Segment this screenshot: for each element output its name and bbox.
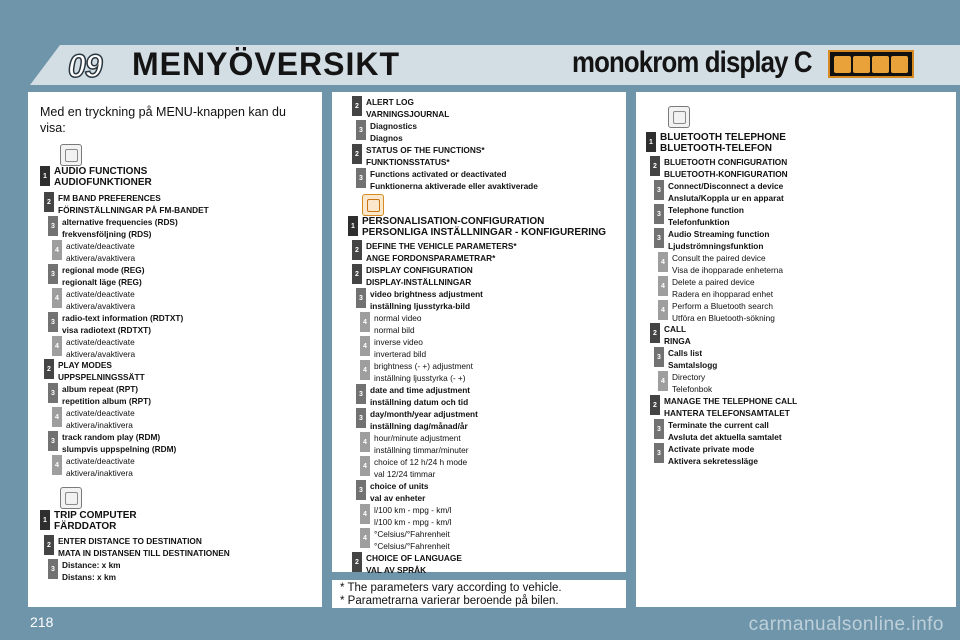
level-badge: 1 (40, 166, 50, 186)
menu-item-line: Ljudströmningsfunktion (668, 241, 764, 251)
menu-item-line: l/100 km - mpg - km/l (374, 517, 452, 527)
level-badge: 3 (356, 408, 366, 428)
menu-item-line: date and time adjustment (370, 385, 471, 395)
chapter-subtitle: monokrom display C (572, 46, 812, 79)
menu-item-line: Ansluta/Koppla ur en apparat (668, 193, 784, 203)
menu-item-level-3 (48, 312, 183, 336)
menu-item-level-3 (654, 419, 782, 443)
menu-item-level-2 (352, 144, 485, 168)
menu-item-line: regionalt läge (REG) (62, 277, 142, 287)
level-badge: 3 (654, 228, 664, 248)
menu-item-text (672, 371, 712, 395)
menu-item-level-3 (48, 264, 145, 288)
menu-item-level-3 (356, 288, 483, 312)
menu-item-text (66, 240, 135, 264)
menu-item-line: RINGA (664, 336, 691, 346)
menu-item-line: BLUETOOTH-KONFIGURATION (664, 169, 788, 179)
menu-item-line: Delete a paired device (672, 277, 755, 287)
menu-item-level-2 (650, 323, 691, 347)
menu-item-line: FM BAND PREFERENCES (58, 193, 161, 203)
menu-item-line: choice of units (370, 481, 429, 491)
menu-item-line: Telefonbok (672, 384, 713, 394)
menu-item-text (54, 510, 137, 532)
menu-item-line: DISPLAY CONFIGURATION (366, 265, 473, 275)
menu-item-line: normal bild (374, 325, 415, 335)
level-badge: 2 (352, 264, 362, 284)
menu-item-line: BLUETOOTH TELEPHONE (660, 132, 786, 143)
level-badge: 2 (44, 192, 54, 212)
menu-item-text (668, 419, 782, 443)
menu-item-level-3 (356, 480, 429, 504)
menu-item-level-3 (48, 216, 178, 240)
level-badge: 3 (356, 480, 366, 500)
menu-item-line: CALL (664, 324, 687, 334)
level-badge: 4 (658, 276, 668, 296)
menu-item-line: activate/deactivate (66, 337, 135, 347)
level-badge: 2 (352, 552, 362, 572)
menu-item-line: MANAGE THE TELEPHONE CALL (664, 396, 798, 406)
level-badge: 4 (360, 456, 370, 476)
menu-item-line: Telefonfunktion (668, 217, 730, 227)
menu-item-level-4 (658, 252, 783, 276)
menu-item-text (664, 323, 691, 347)
menu-item-line: Distans: x km (62, 572, 116, 582)
menu-item-text (62, 383, 151, 407)
level-badge: 3 (654, 419, 664, 439)
menu-item-level-3 (654, 180, 784, 204)
menu-item-level-4 (360, 360, 473, 384)
menu-item-line: Radera en ihopparad enhet (672, 289, 774, 299)
menu-item-level-4 (360, 432, 469, 456)
menu-item-line: Calls list (668, 348, 703, 358)
audio-icon (834, 56, 851, 73)
menu-item-text (370, 408, 478, 432)
menu-item-line: BLUETOOTH-TELEFON (660, 143, 773, 154)
menu-item-line: CHOICE OF LANGUAGE (366, 553, 462, 563)
menu-item-level-2 (650, 156, 788, 180)
menu-item-line: choice of 12 h/24 h mode (374, 457, 468, 467)
fuel-icon (853, 56, 870, 73)
menu-item-line: repetition album (RPT) (62, 396, 151, 406)
menu-item-line: day/month/year adjustment (370, 409, 478, 419)
menu-item-line: activate/deactivate (66, 289, 135, 299)
page-number: 218 (30, 614, 54, 630)
intro-text: Med en tryckning på MENU-knappen kan du visa: (40, 105, 286, 135)
menu-item-line: °Celsius/°Fahrenheit (374, 541, 450, 551)
menu-item-level-4 (658, 371, 712, 395)
menu-item-line: Distance: x km (62, 560, 121, 570)
menu-item-text (370, 120, 417, 144)
level-badge: 3 (48, 264, 58, 284)
level-badge: 2 (44, 535, 54, 555)
menu-item-level-2 (352, 240, 517, 264)
menu-item-line: aktivera/avaktivera (66, 253, 136, 263)
menu-item-line: normal video (374, 313, 422, 323)
menu-item-text (374, 528, 450, 552)
menu-item-text (668, 443, 758, 467)
level-badge: 3 (356, 288, 366, 308)
level-badge: 1 (348, 216, 358, 236)
menu-item-line: slumpvis uppspelning (RDM) (62, 444, 177, 454)
level-badge: 4 (52, 240, 62, 260)
level-badge: 4 (658, 252, 668, 272)
chapter-number: 09 (68, 48, 102, 84)
menu-item-line: regional mode (REG) (62, 265, 145, 275)
menu-item-text (672, 252, 783, 276)
menu-item-text (66, 288, 135, 312)
menu-item-text (374, 504, 451, 528)
menu-item-line: MATA IN DISTANSEN TILL DESTINATIONEN (58, 548, 230, 558)
panel-personalisation (332, 92, 626, 575)
menu-item-line: DISPLAY-INSTÄLLNINGAR (366, 277, 472, 287)
level-badge: 3 (356, 168, 366, 188)
menu-item-line: inverterad bild (374, 349, 427, 359)
menu-item-line: hour/minute adjustment (374, 433, 461, 443)
watermark: carmanualsonline.info (748, 614, 944, 635)
menu-item-line: inställning ljusstyrka (- +) (374, 373, 466, 383)
menu-item-line: VAL AV SPRÅK (366, 565, 427, 575)
menu-item-text (366, 144, 485, 168)
menu-item-level-2 (352, 264, 473, 288)
menu-item-level-4 (52, 288, 135, 312)
menu-item-line: DEFINE THE VEHICLE PARAMETERS* (366, 241, 517, 251)
level-badge: 2 (352, 144, 362, 164)
menu-item-line: PERSONLIGA INSTÄLLNINGAR - KONFIGURERING (362, 227, 607, 238)
footnote (340, 582, 562, 608)
menu-item-level-2 (352, 96, 449, 120)
menu-item-level-4 (658, 276, 773, 300)
level-badge: 3 (48, 383, 58, 403)
menu-item-text (54, 166, 152, 188)
menu-item-line: Diagnostics (370, 121, 418, 131)
menu-item-line: Telephone function (668, 205, 744, 215)
menu-item-line: ANGE FORDONSPARAMETRAR* (366, 253, 496, 263)
level-badge: 3 (654, 204, 664, 224)
menu-item-text (668, 180, 784, 204)
menu-item-level-2 (352, 552, 462, 576)
menu-item-level-4 (52, 455, 135, 479)
bluetooth-telephone-icon (668, 106, 690, 128)
menu-item-level-2 (44, 192, 209, 216)
menu-item-line: STATUS OF THE FUNCTIONS* (366, 145, 485, 155)
menu-item-line: Avsluta det aktuella samtalet (668, 432, 782, 442)
config-icon (872, 56, 889, 73)
trip-computer-icon (60, 487, 82, 509)
menu-item-line: val 12/24 timmar (374, 469, 436, 479)
menu-item-line: Samtalslogg (668, 360, 718, 370)
level-badge: 3 (654, 443, 664, 463)
menu-item-line: BLUETOOTH CONFIGURATION (664, 157, 788, 167)
audio-menu-icon (60, 144, 82, 166)
level-badge: 3 (48, 216, 58, 236)
panel-audio-trip (28, 92, 322, 607)
menu-item-level-1 (348, 216, 606, 238)
menu-item-text (374, 432, 469, 456)
level-badge: 4 (360, 312, 370, 332)
menu-item-text (366, 552, 462, 576)
menu-item-line: inställning datum och tid (370, 397, 469, 407)
level-badge: 2 (650, 156, 660, 176)
menu-item-text (672, 276, 773, 300)
menu-item-level-3 (356, 168, 538, 192)
menu-item-line: l/100 km - mpg - km/l (374, 505, 452, 515)
menu-item-level-4 (360, 528, 450, 552)
menu-item-line: Terminate the current call (668, 420, 769, 430)
menu-item-line: radio-text information (RDTXT) (62, 313, 184, 323)
level-badge: 1 (646, 132, 656, 152)
level-badge: 4 (360, 504, 370, 524)
menu-item-text (660, 132, 786, 154)
level-badge: 4 (360, 336, 370, 356)
panel-bluetooth (636, 92, 956, 607)
level-badge: 4 (658, 300, 668, 320)
level-badge: 4 (360, 432, 370, 452)
menu-item-text (370, 480, 429, 504)
menu-item-level-3 (356, 120, 417, 144)
menu-item-text (366, 96, 449, 120)
menu-item-line: FÄRDDATOR (54, 521, 117, 532)
menu-item-text (62, 431, 176, 455)
menu-item-text (374, 360, 473, 384)
menu-item-text (366, 240, 517, 264)
menu-item-text (672, 300, 775, 324)
menu-item-line: Aktivera sekretessläge (668, 456, 758, 466)
menu-item-level-4 (52, 407, 135, 431)
menu-item-line: AUDIO FUNCTIONS (54, 166, 148, 177)
menu-item-line: Consult the paired device (672, 253, 766, 263)
menu-item-line: inställning ljusstyrka-bild (370, 301, 471, 311)
level-badge: 3 (654, 180, 664, 200)
menu-item-text (664, 395, 797, 419)
level-badge: 3 (654, 347, 664, 367)
menu-item-line: frekvensföljning (RDS) (62, 229, 152, 239)
menu-item-level-1 (40, 166, 152, 188)
menu-item-line: UPPSPELNINGSSÄTT (58, 372, 145, 382)
menu-item-level-4 (52, 240, 135, 264)
menu-item-text (664, 156, 788, 180)
menu-item-text (66, 407, 135, 431)
personalisation-icon (362, 194, 384, 216)
menu-item-line: PLAY MODES (58, 360, 112, 370)
level-badge: 4 (52, 407, 62, 427)
menu-item-level-3 (654, 347, 717, 371)
menu-item-line: FUNKTIONSSTATUS* (366, 157, 450, 167)
level-badge: 3 (356, 384, 366, 404)
menu-item-text (668, 347, 717, 371)
menu-item-line: AUDIOFUNKTIONER (54, 177, 152, 188)
menu-item-line: PERSONALISATION-CONFIGURATION (362, 216, 545, 227)
level-badge: 4 (52, 336, 62, 356)
menu-item-text (668, 204, 744, 228)
menu-item-level-3 (356, 408, 478, 432)
menu-item-text (374, 456, 467, 480)
level-badge: 1 (40, 510, 50, 530)
menu-item-text (62, 264, 145, 288)
menu-item-line: activate/deactivate (66, 456, 135, 466)
menu-item-text (370, 168, 538, 192)
display-icon (828, 50, 914, 78)
menu-item-line: inställning timmar/minuter (374, 445, 469, 455)
menu-item-line: val av enheter (370, 493, 426, 503)
menu-item-level-4 (360, 312, 422, 336)
menu-item-line: °Celsius/°Fahrenheit (374, 529, 450, 539)
level-badge: 3 (48, 431, 58, 451)
menu-item-text (362, 216, 606, 238)
menu-item-line: HANTERA TELEFONSAMTALET (664, 408, 790, 418)
menu-item-text (374, 312, 422, 336)
menu-item-text (58, 359, 145, 383)
menu-item-line: Funktionerna aktiverade eller avaktiverade (370, 181, 538, 191)
footnote-line-1: * The parameters vary according to vehicle. (340, 582, 562, 594)
menu-item-level-4 (360, 336, 426, 360)
level-badge: 2 (650, 395, 660, 415)
level-badge: 4 (52, 455, 62, 475)
menu-item-line: Connect/Disconnect a device (668, 181, 784, 191)
menu-item-text (370, 288, 483, 312)
menu-item-text (62, 559, 121, 583)
footnote-panel (332, 580, 626, 608)
level-badge: 2 (44, 359, 54, 379)
menu-item-level-3 (356, 384, 470, 408)
menu-item-line: video brightness adjustment (370, 289, 483, 299)
menu-item-line: Utföra en Bluetooth-sökning (672, 313, 775, 323)
menu-item-level-3 (654, 443, 758, 467)
chapter-title: MENYÖVERSIKT (132, 46, 401, 82)
menu-item-line: Audio Streaming function (668, 229, 770, 239)
menu-item-text (58, 535, 230, 559)
menu-item-line: Functions activated or deactivated (370, 169, 507, 179)
menu-item-line: aktivera/avaktivera (66, 349, 136, 359)
menu-item-text (66, 455, 135, 479)
menu-item-line: brightness (- +) adjustment (374, 361, 473, 371)
menu-item-line: activate/deactivate (66, 241, 135, 251)
menu-item-text (374, 336, 426, 360)
menu-item-text (366, 264, 473, 288)
menu-item-line: alternative frequencies (RDS) (62, 217, 178, 227)
menu-item-line: album repeat (RPT) (62, 384, 139, 394)
menu-item-level-3 (48, 431, 176, 455)
menu-item-level-4 (52, 336, 135, 360)
menu-item-line: Diagnos (370, 133, 403, 143)
level-badge: 2 (352, 240, 362, 260)
level-badge: 3 (48, 312, 58, 332)
menu-item-line: TRIP COMPUTER (54, 510, 137, 521)
menu-item-line: activate/deactivate (66, 408, 135, 418)
footnote-line-2: * Parametrarna varierar beroende på bilen. (340, 595, 559, 607)
menu-item-line: FÖRINSTÄLLNINGAR PÅ FM-BANDET (58, 205, 209, 215)
level-badge: 4 (360, 360, 370, 380)
menu-item-line: inställning dag/månad/år (370, 421, 468, 431)
menu-item-level-2 (44, 535, 230, 559)
menu-item-line: Perform a Bluetooth search (672, 301, 773, 311)
level-badge: 4 (658, 371, 668, 391)
menu-item-level-3 (48, 559, 121, 583)
menu-item-level-1 (40, 510, 137, 532)
menu-item-line: visa radiotext (RDTXT) (62, 325, 151, 335)
level-badge: 2 (650, 323, 660, 343)
menu-item-line: inverse video (374, 337, 423, 347)
menu-item-text (66, 336, 135, 360)
menu-item-level-1 (646, 132, 786, 154)
level-badge: 4 (360, 528, 370, 548)
menu-item-line: VARNINGSJOURNAL (366, 109, 450, 119)
menu-item-line: Visa de ihopparade enheterna (672, 265, 784, 275)
menu-item-text (62, 312, 183, 336)
menu-item-level-4 (658, 300, 775, 324)
level-badge: 3 (356, 120, 366, 140)
menu-item-line: ALERT LOG (366, 97, 414, 107)
menu-item-line: aktivera/inaktivera (66, 420, 133, 430)
level-badge: 3 (48, 559, 58, 579)
menu-item-level-3 (48, 383, 151, 407)
menu-item-level-3 (654, 204, 744, 228)
level-badge: 4 (52, 288, 62, 308)
menu-item-text (58, 192, 209, 216)
menu-item-text (668, 228, 769, 252)
menu-item-level-2 (650, 395, 797, 419)
menu-item-line: track random play (RDM) (62, 432, 161, 442)
menu-item-line: aktivera/inaktivera (66, 468, 133, 478)
menu-item-level-2 (44, 359, 145, 383)
menu-item-level-4 (360, 456, 467, 480)
phone-icon (891, 56, 908, 73)
level-badge: 2 (352, 96, 362, 116)
menu-item-line: Activate private mode (668, 444, 755, 454)
menu-item-line: aktivera/avaktivera (66, 301, 136, 311)
menu-item-line: Directory (672, 372, 706, 382)
menu-item-level-3 (654, 228, 769, 252)
menu-item-line: ENTER DISTANCE TO DESTINATION (58, 536, 202, 546)
menu-item-text (62, 216, 178, 240)
menu-item-level-4 (360, 504, 451, 528)
menu-item-text (370, 384, 470, 408)
